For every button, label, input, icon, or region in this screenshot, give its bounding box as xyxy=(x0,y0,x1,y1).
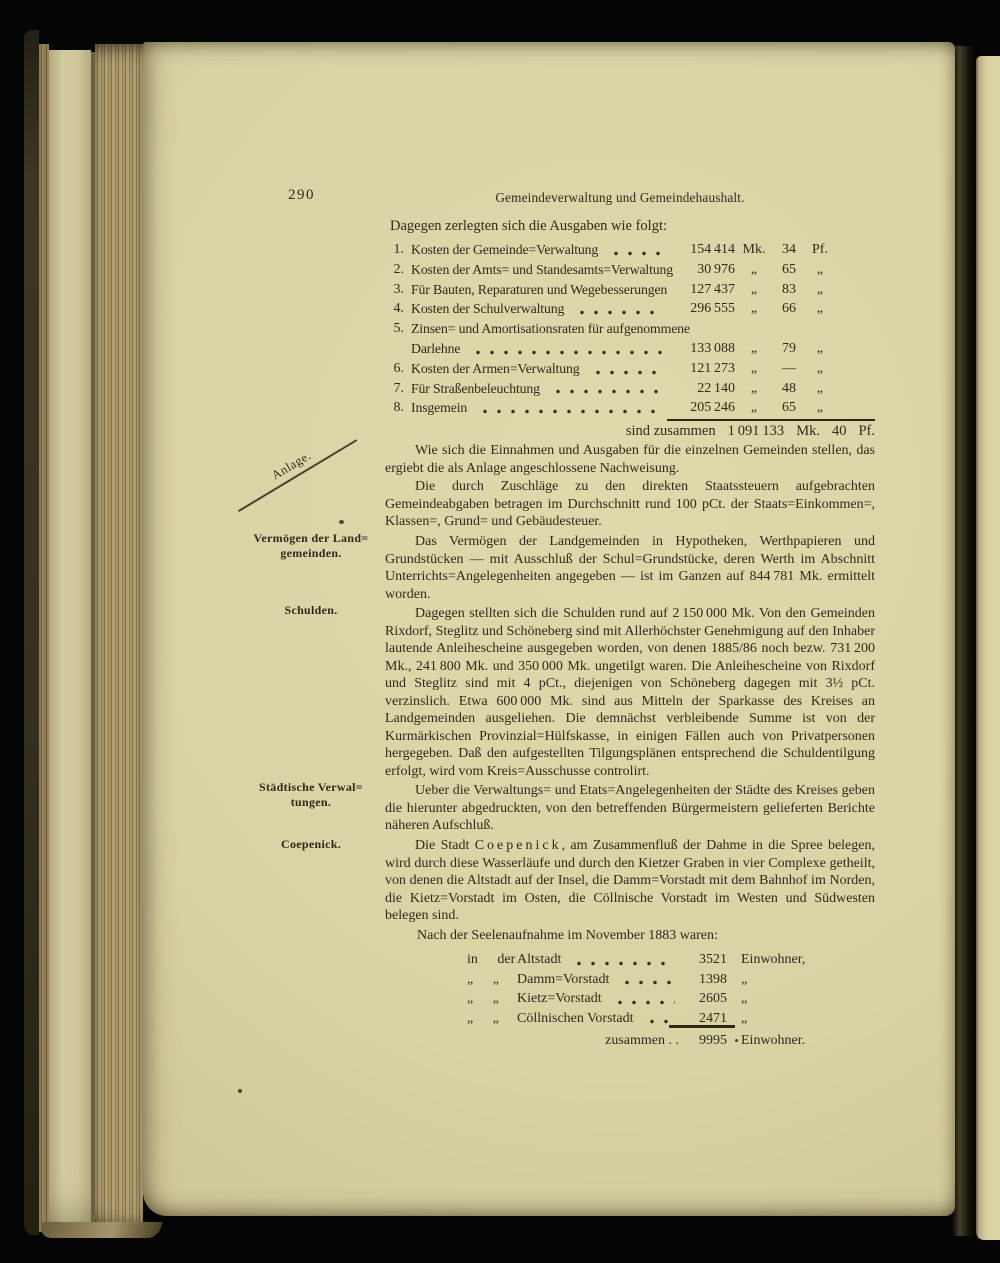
total-pf: 40 xyxy=(831,423,847,439)
margin-note-vermoegen xyxy=(241,531,381,560)
expense-row: 2. Kosten der Amts= und Standesamts=Verwaltung 30 976 „ 65 „ xyxy=(393,261,824,277)
total-rule xyxy=(667,419,875,421)
margin-note-line: Städtische Verwal= xyxy=(259,780,363,794)
margin-note-line: gemeinden. xyxy=(280,545,342,560)
population-row: „ „ Cöllnischen Vorstadt 2471 „ xyxy=(385,1009,875,1029)
total-pfu: Pf. xyxy=(858,423,875,439)
bottom-page-step xyxy=(37,1222,162,1238)
text-block xyxy=(385,42,875,1216)
paragraph-coepenick: Die Stadt Coepenick, am Zusammenfluß der Dahme in die Spree belegen, wird durch diese Wasserläufe und durch den Kietzer Graben in vier Complexe getheilt, von denen die Altstadt auf der Insel, die Damm=Vorstadt mit dem Bahnhof im Norden, die Kietz=Vorstadt im Osten, die Cöllnische Vorstadt im Westen und Südwesten belegen sind. xyxy=(385,838,875,923)
expense-row: Darlehne 133 088 „ 79 „ xyxy=(385,339,875,359)
paragraph-schulden: Dagegen stellten sich die Schulden rund auf 2 150 000 Mk. Von den Gemeinden Rixdorf, Steglitz und Schöneberg sind mit Allerhöchster Genehmigung auf den Inhaber lautende Anleihescheine ausgegeben worden, von denen 1885/86 noch bezw. 731 200 Mk., 241 800 Mk. und 350 000 Mk. ungetilgt waren. Die Anleihescheine von Rixdorf und Steglitz sind mit 4 pCt., diejenigen von Schöneberg dagegen mit 3½ pCt. verzinslich. Etwa 600 000 Mk. sind aus Mitteln der Sparkasse des Kreises an Landgemeinden ausgeliehen. Die demnächst verbleibende Summe ist von der Kurmärkischen Provinzial=Hülfskasse, in einigen Fällen auch von Privatpersonen hergegeben. Daß den aufgestellten Tilgungsplänen entsprechend die Schuldentilgung erfolgt, wird vom Kreis=Ausschusse controlirt. xyxy=(385,606,875,779)
paragraph-vermoegen: Das Vermögen der Landgemeinden in Hypotheken, Werthpapieren und Grundstücken — mit Ausschluß der Schul=Grundstücke, deren Werth im Abschnitt Unterrichts=Angelegenheiten angegeben — ist im Ganzen auf 844 781 Mk. ermittelt worden. xyxy=(385,534,875,602)
expenses-total xyxy=(385,423,875,440)
dot-leader xyxy=(611,989,675,1009)
population-subtotal-rule xyxy=(669,1025,735,1028)
paragraph-staedtische: Ueber die Verwaltungs= und Etats=Angelegenheiten der Städte des Kreises geben die hierunter abgedruckten, von den betreffenden Bürgermeistern gelieferten Berichte näheren Aufschluß. xyxy=(385,783,875,833)
fore-edge-page-stack xyxy=(95,44,143,1232)
expense-row: 6. Kosten der Armen=Verwaltung 121 273 „ — „ xyxy=(385,359,875,379)
dot-leader xyxy=(549,379,663,399)
expense-row: 1. Kosten der Gemeinde=Verwaltung 154 414 Mk. 34 Pf. xyxy=(385,240,875,260)
book-gutter-shadow xyxy=(952,46,978,1236)
dot-leader xyxy=(589,359,664,379)
dot-leader xyxy=(573,299,663,319)
ink-speck xyxy=(339,520,344,524)
margin-note-coepenick: Coepenick. xyxy=(281,837,341,851)
book-page xyxy=(143,42,955,1216)
margin-note-schulden: Schulden. xyxy=(284,603,338,617)
page-edge-strip xyxy=(39,44,49,1232)
expense-row: 5. Zinsen= und Amortisationsraten für aufgenommene xyxy=(393,321,690,337)
margin-note-staedtische xyxy=(241,780,381,809)
total-amount: 1 091 133 xyxy=(727,423,785,439)
paragraph-zuschlaege: Die durch Zuschläge zu den direkten Staatssteuern aufgebrachten Gemeindeabgaben betragen im Durchschnitt rund 100 pCt. der Staats=Einkommen=, Klassen=, Grund= und Gebäudesteuer. xyxy=(385,479,875,529)
paragraph-einnahmen: Wie sich die Einnahmen und Ausgaben für die einzelnen Gemeinden stellen, das ergiebt die als Anlage angeschlossene Nachweisung. xyxy=(385,443,875,476)
book-cover-edge xyxy=(24,30,39,1235)
page-number: 290 xyxy=(288,187,315,203)
dot-leader xyxy=(618,970,675,990)
margin-note-line: Vermögen der Land= xyxy=(253,531,369,545)
facing-page-edge xyxy=(976,56,1000,1240)
population-row: „ „ Kietz=Vorstadt 2605 „ xyxy=(385,989,875,1009)
expenses-list xyxy=(385,240,875,418)
total-label: sind zusammen xyxy=(625,423,716,439)
margin-note-line: tungen. xyxy=(290,794,332,809)
population-list xyxy=(385,950,875,1028)
margin-note-anlage: Anlage. xyxy=(229,424,358,512)
expense-row: 4. Kosten der Schulverwaltung 296 555 „ 66 „ xyxy=(385,299,875,319)
total-mk: Mk. xyxy=(796,423,820,439)
population-intro: Nach der Seelenaufnahme im November 1883 waren: xyxy=(417,928,718,943)
expense-row: 3. Für Bauten, Reparaturen und Wegebesserungen 127 437 „ 83 „ xyxy=(393,281,824,297)
expenses-intro: Dagegen zerlegten sich die Ausgaben wie folgt: xyxy=(390,218,668,234)
flyleaf-page-edge xyxy=(49,50,91,1230)
expense-row: 8. Insgemein 205 246 „ 65 „ xyxy=(385,398,875,418)
dot-leader xyxy=(607,240,663,260)
dot-leader xyxy=(469,339,663,359)
dot-leader xyxy=(476,398,663,418)
population-row: „ „ Damm=Vorstadt 1398 „ xyxy=(385,970,875,990)
population-row: in der Altstadt 3521 Einwohner, xyxy=(385,950,875,970)
ink-speck xyxy=(238,1089,242,1093)
population-total: zusammen . . 9995 Einwohner. xyxy=(605,1033,806,1048)
coepenick-spaced-word: Coepenick xyxy=(474,838,562,853)
expense-row: 7. Für Straßenbeleuchtung 22 140 „ 48 „ xyxy=(385,379,875,399)
dot-leader xyxy=(570,950,675,970)
running-title: Gemeindeverwaltung und Gemeindehaushalt. xyxy=(495,190,745,205)
